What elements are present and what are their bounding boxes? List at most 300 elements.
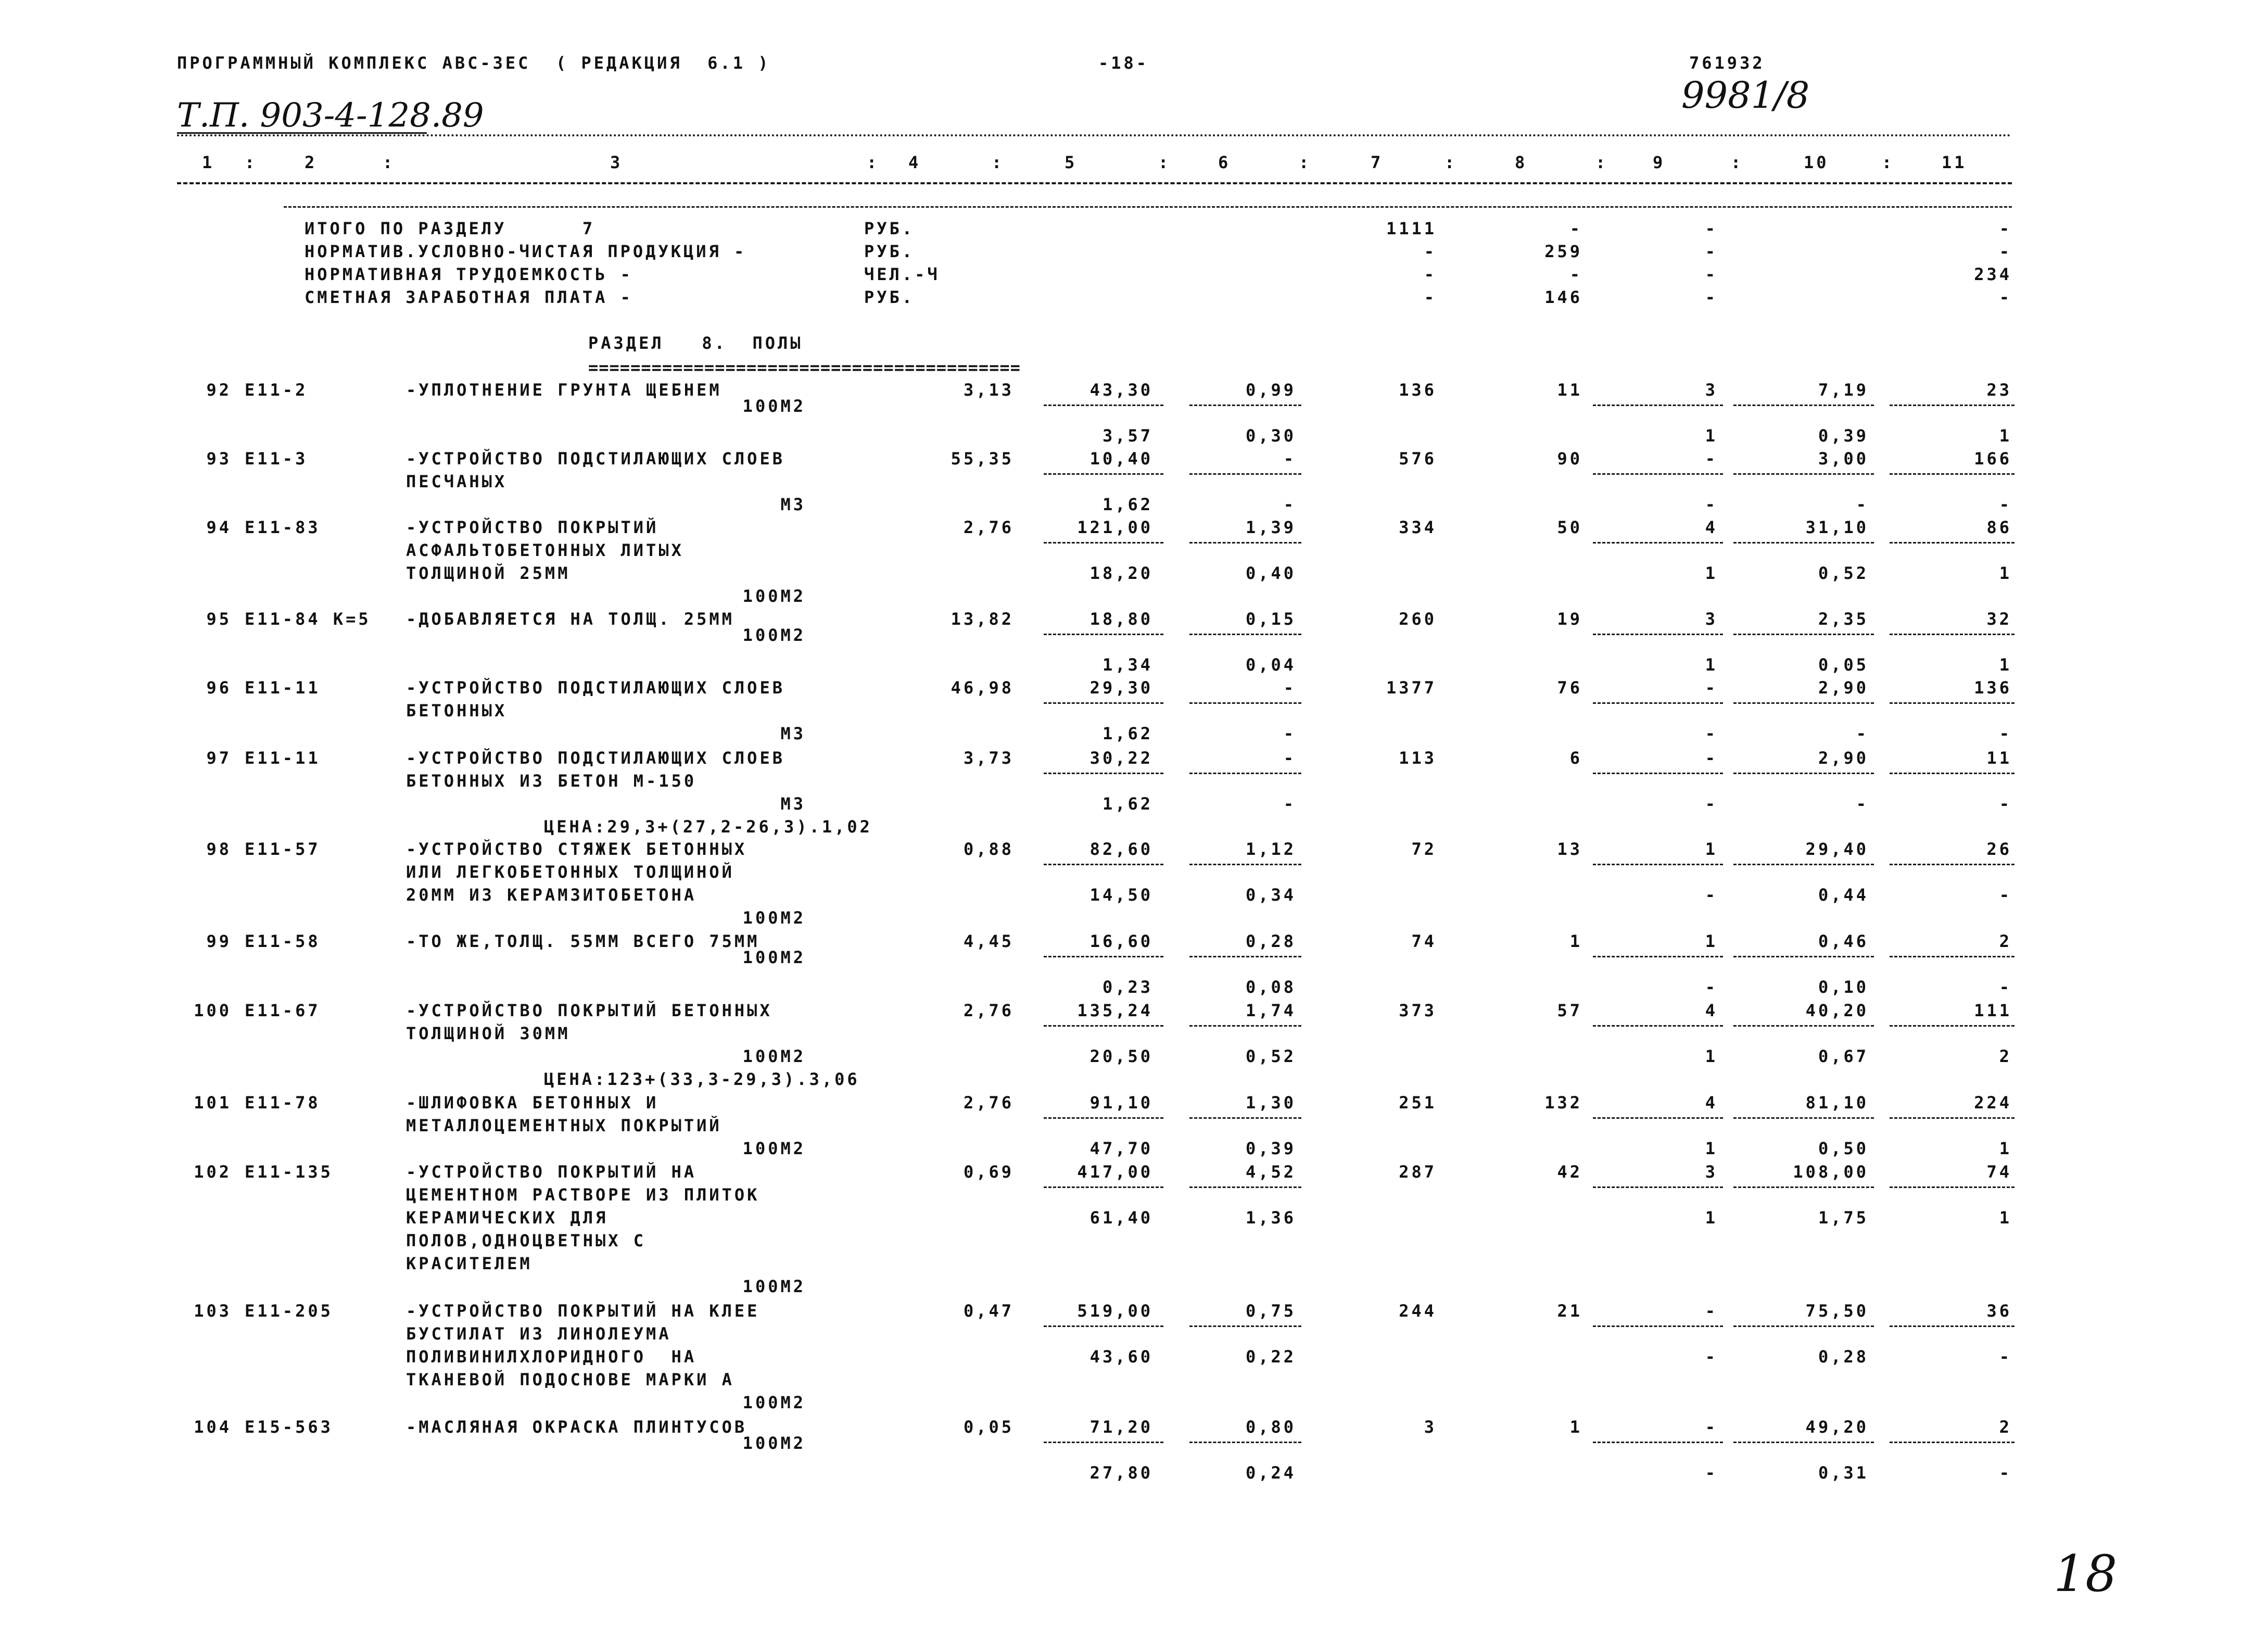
column-number-1: 1 bbox=[202, 153, 215, 172]
project-number-handwritten: Т.П. 903-4-128.89 bbox=[177, 96, 484, 135]
item-c11-labor: - bbox=[1999, 977, 2012, 997]
item-c5-main: 71,20 bbox=[1089, 1417, 1153, 1437]
totals-col8: - bbox=[1569, 219, 1582, 238]
item-number: 97 bbox=[206, 748, 232, 768]
item-c11-main: 32 bbox=[1986, 609, 2012, 629]
item-unit: 100М2 bbox=[742, 586, 806, 606]
item-quantity: 55,35 bbox=[951, 449, 1014, 469]
item-col8: 50 bbox=[1557, 517, 1582, 537]
item-c10-main: 75,50 bbox=[1805, 1301, 1869, 1321]
item-c6-main: 0,99 bbox=[1245, 380, 1296, 400]
item-number: 104 bbox=[194, 1417, 232, 1437]
item-c9-labor: - bbox=[1705, 724, 1718, 743]
item-c10-main: 29,40 bbox=[1805, 839, 1869, 859]
value-divider bbox=[1733, 1186, 1874, 1188]
item-c10-labor: - bbox=[1856, 495, 1869, 514]
item-c6-main: - bbox=[1283, 449, 1296, 469]
item-number: 99 bbox=[206, 931, 232, 951]
item-c5-labor: 3,57 bbox=[1102, 426, 1153, 446]
totals-col9: - bbox=[1705, 219, 1718, 238]
value-divider bbox=[1593, 773, 1723, 774]
totals-col9: - bbox=[1705, 264, 1718, 284]
column-separator: : bbox=[1299, 153, 1312, 172]
item-quantity: 0,47 bbox=[963, 1301, 1014, 1321]
totals-col7: - bbox=[1424, 287, 1437, 307]
program-title: ПРОГРАММНЫЙ КОМПЛЕКС АВС-3ЕС ( РЕДАКЦИЯ 6.1 ) bbox=[177, 53, 771, 73]
value-divider bbox=[1890, 473, 2014, 475]
column-number-8: 8 bbox=[1515, 153, 1528, 172]
totals-col11: - bbox=[1999, 242, 2012, 261]
item-c5-main: 91,10 bbox=[1089, 1093, 1153, 1113]
item-col8: 6 bbox=[1569, 748, 1582, 768]
item-c10-labor: 0,28 bbox=[1818, 1347, 1869, 1367]
item-c5-main: 30,22 bbox=[1089, 748, 1153, 768]
item-c11-main: 26 bbox=[1986, 839, 2012, 859]
item-col7: 1377 bbox=[1386, 678, 1437, 698]
value-divider bbox=[1044, 956, 1163, 957]
item-c5-labor: 18,20 bbox=[1089, 563, 1153, 583]
item-code: Е11-83 bbox=[245, 517, 321, 537]
item-c11-main: 2 bbox=[1999, 1417, 2012, 1437]
value-divider bbox=[1733, 1325, 1874, 1327]
item-c6-main: - bbox=[1283, 748, 1296, 768]
item-c11-labor: 1 bbox=[1999, 655, 2012, 675]
item-c5-labor: 14,50 bbox=[1089, 885, 1153, 905]
item-quantity: 2,76 bbox=[963, 517, 1014, 537]
column-separator: : bbox=[867, 153, 880, 172]
item-description: КРАСИТЕЛЕМ bbox=[406, 1254, 533, 1273]
item-description: МЕТАЛЛОЦЕМЕНТНЫХ ПОКРЫТИЙ bbox=[406, 1116, 722, 1135]
item-c6-main: 1,12 bbox=[1245, 839, 1296, 859]
value-divider bbox=[1044, 1186, 1163, 1188]
item-c5-labor: 61,40 bbox=[1089, 1208, 1153, 1228]
item-c11-main: 2 bbox=[1999, 931, 2012, 951]
price-note: ЦЕНА:29,3+(27,2-26,3).1,02 bbox=[544, 817, 872, 837]
value-divider bbox=[1890, 1325, 2014, 1327]
item-description: ТОЛЩИНОЙ 25ММ bbox=[406, 563, 571, 583]
item-code: Е11-67 bbox=[245, 1001, 321, 1020]
column-number-7: 7 bbox=[1371, 153, 1384, 172]
item-c9-main: - bbox=[1705, 449, 1718, 469]
item-unit: 100М2 bbox=[742, 625, 806, 645]
value-divider bbox=[1890, 405, 2014, 406]
item-c10-labor: 0,67 bbox=[1818, 1046, 1869, 1066]
item-c11-main: 111 bbox=[1974, 1001, 2012, 1020]
item-col7: 251 bbox=[1399, 1093, 1437, 1113]
item-number: 93 bbox=[206, 449, 232, 469]
item-quantity: 0,88 bbox=[963, 839, 1014, 859]
column-separator: : bbox=[383, 153, 396, 172]
item-c5-main: 43,30 bbox=[1089, 380, 1153, 400]
item-c9-labor: - bbox=[1705, 977, 1718, 997]
item-col8: 1 bbox=[1569, 931, 1582, 951]
item-c10-labor: 0,52 bbox=[1818, 563, 1869, 583]
totals-col7: - bbox=[1424, 264, 1437, 284]
item-c11-labor: 1 bbox=[1999, 426, 2012, 446]
value-divider bbox=[1593, 1325, 1723, 1327]
item-c11-main: 224 bbox=[1974, 1093, 2012, 1113]
item-c10-main: 0,46 bbox=[1818, 931, 1869, 951]
value-divider bbox=[1890, 1186, 2014, 1188]
item-c5-main: 82,60 bbox=[1089, 839, 1153, 859]
column-separator: : bbox=[1158, 153, 1171, 172]
column-number-6: 6 bbox=[1218, 153, 1231, 172]
item-c6-labor: 0,52 bbox=[1245, 1046, 1296, 1066]
column-number-5: 5 bbox=[1065, 153, 1078, 172]
item-c10-labor: - bbox=[1856, 794, 1869, 814]
item-number: 96 bbox=[206, 678, 232, 698]
item-c6-main: 1,30 bbox=[1245, 1093, 1296, 1113]
item-c6-main: 0,75 bbox=[1245, 1301, 1296, 1321]
item-c10-labor: 0,10 bbox=[1818, 977, 1869, 997]
value-divider bbox=[1890, 1025, 2014, 1027]
item-col8: 76 bbox=[1557, 678, 1582, 698]
item-c9-labor: - bbox=[1705, 885, 1718, 905]
item-description: -УСТРОЙСТВО ПОДСТИЛАЮЩИХ СЛОЕВ bbox=[406, 748, 785, 768]
item-description: ПЕСЧАНЫХ bbox=[406, 472, 508, 491]
item-c9-main: - bbox=[1705, 1301, 1718, 1321]
value-divider bbox=[1593, 473, 1723, 475]
item-c11-labor: 1 bbox=[1999, 1139, 2012, 1158]
value-divider bbox=[1593, 1186, 1723, 1188]
item-c10-labor: 0,39 bbox=[1818, 426, 1869, 446]
document-code: 761932 bbox=[1689, 53, 1765, 73]
totals-unit: РУБ. bbox=[864, 287, 915, 307]
value-divider bbox=[1890, 702, 2014, 704]
totals-unit: РУБ. bbox=[864, 242, 915, 261]
item-description: -УСТРОЙСТВО ПОДСТИЛАЮЩИХ СЛОЕВ bbox=[406, 449, 785, 469]
value-divider bbox=[1593, 702, 1723, 704]
item-c9-main: 3 bbox=[1705, 609, 1718, 629]
totals-col11: - bbox=[1999, 219, 2012, 238]
item-col7: 74 bbox=[1411, 931, 1437, 951]
item-quantity: 46,98 bbox=[951, 678, 1014, 698]
item-c5-main: 18,80 bbox=[1089, 609, 1153, 629]
item-number: 95 bbox=[206, 609, 232, 629]
item-description: -УСТРОЙСТВО ПОКРЫТИЙ НА bbox=[406, 1162, 697, 1182]
item-description: -УСТРОЙСТВО ПОДСТИЛАЮЩИХ СЛОЕВ bbox=[406, 678, 785, 698]
item-number: 101 bbox=[194, 1093, 232, 1113]
item-c10-main: 108,00 bbox=[1793, 1162, 1869, 1182]
item-unit: 100М2 bbox=[742, 396, 806, 416]
column-separator: : bbox=[1445, 153, 1458, 172]
item-description: ЦЕМЕНТНОМ РАСТВОРЕ ИЗ ПЛИТОК bbox=[406, 1185, 760, 1205]
item-c11-main: 166 bbox=[1974, 449, 2012, 469]
value-divider bbox=[1044, 773, 1163, 774]
item-c6-labor: 0,40 bbox=[1245, 563, 1296, 583]
item-col7: 244 bbox=[1399, 1301, 1437, 1321]
column-number-10: 10 bbox=[1804, 153, 1829, 172]
totals-col8: 259 bbox=[1544, 242, 1582, 261]
item-description: БЕТОННЫХ bbox=[406, 701, 508, 721]
item-c6-main: 1,74 bbox=[1245, 1001, 1296, 1020]
item-description: -ТО ЖЕ,ТОЛЩ. 55ММ ВСЕГО 75ММ bbox=[406, 931, 760, 951]
value-divider bbox=[1593, 864, 1723, 865]
item-c10-labor: 0,31 bbox=[1818, 1463, 1869, 1483]
value-divider bbox=[1593, 1117, 1723, 1119]
item-c10-main: 3,00 bbox=[1818, 449, 1869, 469]
item-unit: М3 bbox=[780, 794, 806, 814]
item-col7: 576 bbox=[1399, 449, 1437, 469]
item-c9-main: 3 bbox=[1705, 380, 1718, 400]
totals-col8: 146 bbox=[1544, 287, 1582, 307]
item-c10-main: 2,90 bbox=[1818, 678, 1869, 698]
item-c11-labor: - bbox=[1999, 885, 2012, 905]
item-c11-main: 36 bbox=[1986, 1301, 2012, 1321]
item-c10-main: 2,90 bbox=[1818, 748, 1869, 768]
item-c6-main: 0,15 bbox=[1245, 609, 1296, 629]
item-c9-main: 4 bbox=[1705, 1001, 1718, 1020]
item-code: Е11-11 bbox=[245, 678, 321, 698]
item-unit: М3 bbox=[780, 724, 806, 743]
column-number-9: 9 bbox=[1653, 153, 1666, 172]
value-divider bbox=[1189, 956, 1301, 957]
item-description: -МАСЛЯНАЯ ОКРАСКА ПЛИНТУСОВ bbox=[406, 1417, 747, 1437]
value-divider bbox=[1890, 956, 2014, 957]
item-code: Е11-57 bbox=[245, 839, 321, 859]
item-code: Е11-84 К=5 bbox=[245, 609, 371, 629]
item-c6-labor: 1,36 bbox=[1245, 1208, 1296, 1228]
item-description: ТОЛЩИНОЙ 30ММ bbox=[406, 1024, 571, 1043]
value-divider bbox=[1733, 956, 1874, 957]
value-divider bbox=[1044, 1117, 1163, 1119]
totals-col11: 234 bbox=[1974, 264, 2012, 284]
value-divider bbox=[1189, 1117, 1301, 1119]
value-divider bbox=[1044, 702, 1163, 704]
value-divider bbox=[1044, 473, 1163, 475]
item-col7: 373 bbox=[1399, 1001, 1437, 1020]
value-divider bbox=[1593, 1442, 1723, 1443]
item-c9-main: 4 bbox=[1705, 517, 1718, 537]
item-c9-labor: 1 bbox=[1705, 563, 1718, 583]
item-col7: 113 bbox=[1399, 748, 1437, 768]
value-divider bbox=[1890, 1117, 2014, 1119]
item-c5-labor: 0,23 bbox=[1102, 977, 1153, 997]
item-c11-labor: - bbox=[1999, 724, 2012, 743]
item-code: Е11-135 bbox=[245, 1162, 333, 1182]
value-divider bbox=[1189, 1186, 1301, 1188]
value-divider bbox=[1189, 1325, 1301, 1327]
item-number: 102 bbox=[194, 1162, 232, 1182]
totals-label: НОРМАТИВ.УСЛОВНО-ЧИСТАЯ ПРОДУКЦИЯ - bbox=[305, 242, 747, 261]
item-c10-main: 7,19 bbox=[1818, 380, 1869, 400]
column-number-4: 4 bbox=[908, 153, 921, 172]
item-number: 94 bbox=[206, 517, 232, 537]
item-c5-main: 29,30 bbox=[1089, 678, 1153, 698]
totals-unit: РУБ. bbox=[864, 219, 915, 238]
item-c6-labor: - bbox=[1283, 724, 1296, 743]
column-number-11: 11 bbox=[1942, 153, 1967, 172]
item-c9-main: 4 bbox=[1705, 1093, 1718, 1113]
item-code: Е15-563 bbox=[245, 1417, 333, 1437]
project-underline bbox=[177, 132, 427, 134]
value-divider bbox=[1733, 473, 1874, 475]
column-number-3: 3 bbox=[610, 153, 623, 172]
item-c10-labor: 0,44 bbox=[1818, 885, 1869, 905]
item-c6-labor: 0,39 bbox=[1245, 1139, 1296, 1158]
item-c6-main: - bbox=[1283, 678, 1296, 698]
item-c10-main: 81,10 bbox=[1805, 1093, 1869, 1113]
item-c5-labor: 20,50 bbox=[1089, 1046, 1153, 1066]
item-code: Е11-3 bbox=[245, 449, 308, 469]
item-c6-labor: - bbox=[1283, 495, 1296, 514]
item-col8: 57 bbox=[1557, 1001, 1582, 1020]
totals-rule bbox=[284, 206, 2012, 208]
totals-label: ИТОГО ПО РАЗДЕЛУ 7 bbox=[305, 219, 595, 238]
item-col8: 11 bbox=[1557, 380, 1582, 400]
value-divider bbox=[1189, 773, 1301, 774]
item-number: 92 bbox=[206, 380, 232, 400]
value-divider bbox=[1044, 405, 1163, 406]
item-c6-main: 0,80 bbox=[1245, 1417, 1296, 1437]
item-number: 98 bbox=[206, 839, 232, 859]
item-c9-labor: 1 bbox=[1705, 1139, 1718, 1158]
value-divider bbox=[1890, 1442, 2014, 1443]
value-divider bbox=[1733, 1025, 1874, 1027]
item-col8: 132 bbox=[1544, 1093, 1582, 1113]
item-c10-labor: 1,75 bbox=[1818, 1208, 1869, 1228]
item-c9-labor: - bbox=[1705, 794, 1718, 814]
item-unit: 100М2 bbox=[742, 1393, 806, 1412]
item-quantity: 2,76 bbox=[963, 1001, 1014, 1020]
section-title: РАЗДЕЛ 8. ПОЛЫ bbox=[588, 333, 803, 353]
item-description: ПОЛОВ,ОДНОЦВЕТНЫХ С bbox=[406, 1231, 647, 1251]
value-divider bbox=[1733, 864, 1874, 865]
totals-label: НОРМАТИВНАЯ ТРУДОЕМКОСТЬ - bbox=[305, 264, 633, 284]
item-unit: 100М2 bbox=[742, 1046, 806, 1066]
value-divider bbox=[1044, 1442, 1163, 1443]
item-c11-labor: - bbox=[1999, 794, 2012, 814]
item-c5-labor: 47,70 bbox=[1089, 1139, 1153, 1158]
item-c9-main: - bbox=[1705, 678, 1718, 698]
item-c6-labor: 0,22 bbox=[1245, 1347, 1296, 1367]
item-c6-main: 1,39 bbox=[1245, 517, 1296, 537]
value-divider bbox=[1189, 542, 1301, 544]
item-col7: 136 bbox=[1399, 380, 1437, 400]
item-unit: 100М2 bbox=[742, 1139, 806, 1158]
totals-col7: 1111 bbox=[1386, 219, 1437, 238]
item-c9-labor: 1 bbox=[1705, 426, 1718, 446]
item-col7: 334 bbox=[1399, 517, 1437, 537]
item-c6-labor: 0,24 bbox=[1245, 1463, 1296, 1483]
item-col8: 90 bbox=[1557, 449, 1582, 469]
item-quantity: 2,76 bbox=[963, 1093, 1014, 1113]
item-c10-labor: - bbox=[1856, 724, 1869, 743]
item-description: -УСТРОЙСТВО ПОКРЫТИЙ НА КЛЕЕ bbox=[406, 1301, 760, 1321]
item-unit: М3 bbox=[780, 495, 806, 514]
item-code: Е11-78 bbox=[245, 1093, 321, 1113]
value-divider bbox=[1733, 542, 1874, 544]
item-description: -УПЛОТНЕНИЕ ГРУНТА ЩЕБНЕМ bbox=[406, 380, 722, 400]
item-description: -УСТРОЙСТВО ПОКРЫТИЙ bbox=[406, 517, 659, 537]
item-c5-main: 519,00 bbox=[1077, 1301, 1153, 1321]
item-c5-labor: 1,62 bbox=[1102, 794, 1153, 814]
column-separator: : bbox=[1882, 153, 1895, 172]
item-col8: 1 bbox=[1569, 1417, 1582, 1437]
item-c11-labor: 1 bbox=[1999, 1208, 2012, 1228]
item-code: Е11-2 bbox=[245, 380, 308, 400]
item-c9-main: 1 bbox=[1705, 931, 1718, 951]
sheet-number-handwritten: 9981/8 bbox=[1681, 74, 1810, 117]
item-c11-main: 136 bbox=[1974, 678, 2012, 698]
value-divider bbox=[1733, 773, 1874, 774]
header-rule-top bbox=[177, 134, 2012, 136]
item-c6-main: 4,52 bbox=[1245, 1162, 1296, 1182]
item-c10-labor: 0,50 bbox=[1818, 1139, 1869, 1158]
column-separator: : bbox=[1731, 153, 1744, 172]
item-description: -ШЛИФОВКА БЕТОННЫХ И bbox=[406, 1093, 659, 1113]
value-divider bbox=[1733, 1442, 1874, 1443]
item-col8: 19 bbox=[1557, 609, 1582, 629]
item-number: 100 bbox=[194, 1001, 232, 1020]
item-c9-labor: - bbox=[1705, 495, 1718, 514]
value-divider bbox=[1189, 864, 1301, 865]
item-code: Е11-205 bbox=[245, 1301, 333, 1321]
value-divider bbox=[1189, 473, 1301, 475]
value-divider bbox=[1044, 634, 1163, 635]
value-divider bbox=[1593, 1025, 1723, 1027]
column-number-2: 2 bbox=[305, 153, 318, 172]
item-description: КЕРАМИЧЕСКИХ ДЛЯ bbox=[406, 1208, 609, 1228]
item-c11-main: 23 bbox=[1986, 380, 2012, 400]
item-quantity: 3,13 bbox=[963, 380, 1014, 400]
item-description: ИЛИ ЛЕГКОБЕТОННЫХ ТОЛЩИНОЙ bbox=[406, 862, 734, 882]
value-divider bbox=[1189, 405, 1301, 406]
value-divider bbox=[1593, 956, 1723, 957]
section-title-rule: ========================================= bbox=[588, 358, 1021, 377]
item-c11-labor: 2 bbox=[1999, 1046, 2012, 1066]
page-number-handwritten: 18 bbox=[2054, 1545, 2118, 1603]
item-col7: 287 bbox=[1399, 1162, 1437, 1182]
item-c9-main: - bbox=[1705, 1417, 1718, 1437]
value-divider bbox=[1733, 1117, 1874, 1119]
value-divider bbox=[1189, 702, 1301, 704]
item-quantity: 3,73 bbox=[963, 748, 1014, 768]
value-divider bbox=[1593, 634, 1723, 635]
totals-col9: - bbox=[1705, 242, 1718, 261]
totals-col8: - bbox=[1569, 264, 1582, 284]
totals-unit: ЧЕЛ.-Ч bbox=[864, 264, 940, 284]
item-c5-main: 16,60 bbox=[1089, 931, 1153, 951]
value-divider bbox=[1890, 864, 2014, 865]
item-c11-labor: 1 bbox=[1999, 563, 2012, 583]
item-c5-main: 121,00 bbox=[1077, 517, 1153, 537]
item-description: 20ММ ИЗ КЕРАМЗИТОБЕТОНА bbox=[406, 885, 697, 905]
item-col8: 13 bbox=[1557, 839, 1582, 859]
item-c9-main: - bbox=[1705, 748, 1718, 768]
item-description: -ДОБАВЛЯЕТСЯ НА ТОЛЩ. 25ММ bbox=[406, 609, 734, 629]
item-c6-labor: 0,34 bbox=[1245, 885, 1296, 905]
item-code: Е11-58 bbox=[245, 931, 321, 951]
item-c5-labor: 1,62 bbox=[1102, 495, 1153, 514]
column-separator: : bbox=[245, 153, 258, 172]
item-col7: 72 bbox=[1411, 839, 1437, 859]
item-c6-labor: 0,30 bbox=[1245, 426, 1296, 446]
item-c5-main: 417,00 bbox=[1077, 1162, 1153, 1182]
item-description: БЕТОННЫХ ИЗ БЕТОН М-150 bbox=[406, 771, 697, 791]
value-divider bbox=[1733, 634, 1874, 635]
value-divider bbox=[1044, 542, 1163, 544]
item-code: Е11-11 bbox=[245, 748, 321, 768]
item-quantity: 4,45 bbox=[963, 931, 1014, 951]
value-divider bbox=[1044, 1025, 1163, 1027]
item-c5-labor: 43,60 bbox=[1089, 1347, 1153, 1367]
totals-col11: - bbox=[1999, 287, 2012, 307]
item-c6-labor: 0,08 bbox=[1245, 977, 1296, 997]
item-c10-labor: 0,05 bbox=[1818, 655, 1869, 675]
item-c11-main: 86 bbox=[1986, 517, 2012, 537]
item-c5-labor: 27,80 bbox=[1089, 1463, 1153, 1483]
